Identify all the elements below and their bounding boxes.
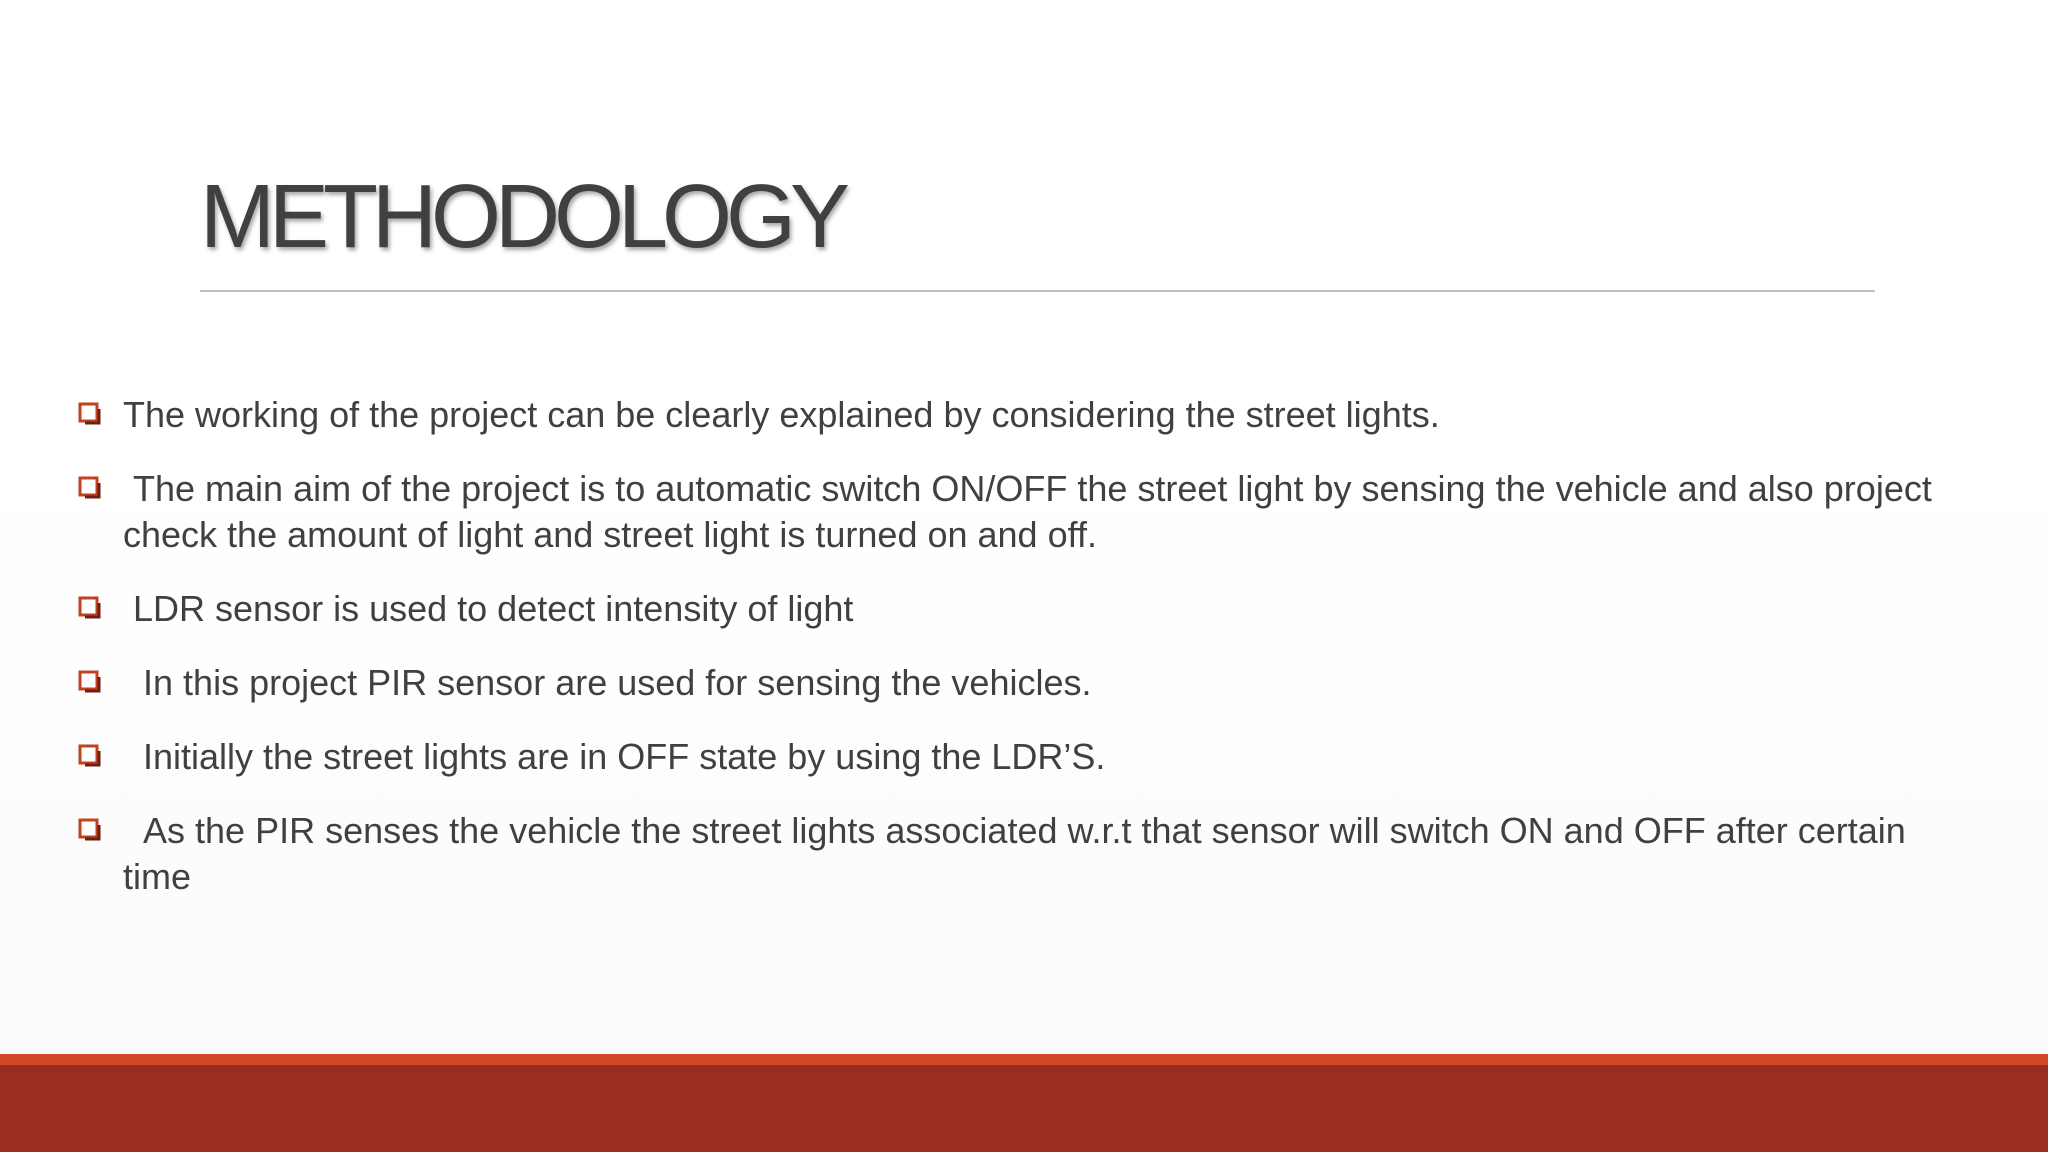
bullet-item — [78, 808, 1938, 900]
checkbox-icon — [78, 596, 102, 620]
bullet-item — [78, 466, 1942, 558]
bullet-item — [78, 660, 1938, 706]
bullet-text: LDR sensor is used to detect intensity of light — [123, 588, 854, 629]
bullet-text: The working of the project can be clearly explained by considering the street lights. — [123, 394, 1440, 435]
checkbox-icon — [78, 744, 102, 768]
title-divider — [200, 290, 1875, 292]
footer-band — [0, 1065, 2048, 1152]
checkbox-icon — [78, 670, 102, 694]
checkbox-icon — [78, 818, 102, 842]
bullet-text: In this project PIR sensor are used for sensing the vehicles. — [123, 662, 1092, 703]
bullet-list — [78, 392, 1942, 928]
bullet-text: Initially the street lights are in OFF state by using the LDR’S. — [123, 736, 1106, 777]
footer-accent-bar — [0, 1054, 2048, 1065]
bullet-text: The main aim of the project is to automatic switch ON/OFF the street light by sensing the vehicle and also project check the amount of light and street light is turned on and off. — [123, 468, 1942, 555]
bullet-text: As the PIR senses the vehicle the street lights associated w.r.t that sensor will switch ON and OFF after certain time — [123, 810, 1916, 897]
bullet-item — [78, 392, 1938, 438]
bullet-item — [78, 586, 1938, 632]
checkbox-icon — [78, 402, 102, 426]
bullet-item — [78, 734, 1938, 780]
checkbox-icon — [78, 476, 102, 500]
slide-title: METHODOLOGY — [200, 167, 845, 267]
